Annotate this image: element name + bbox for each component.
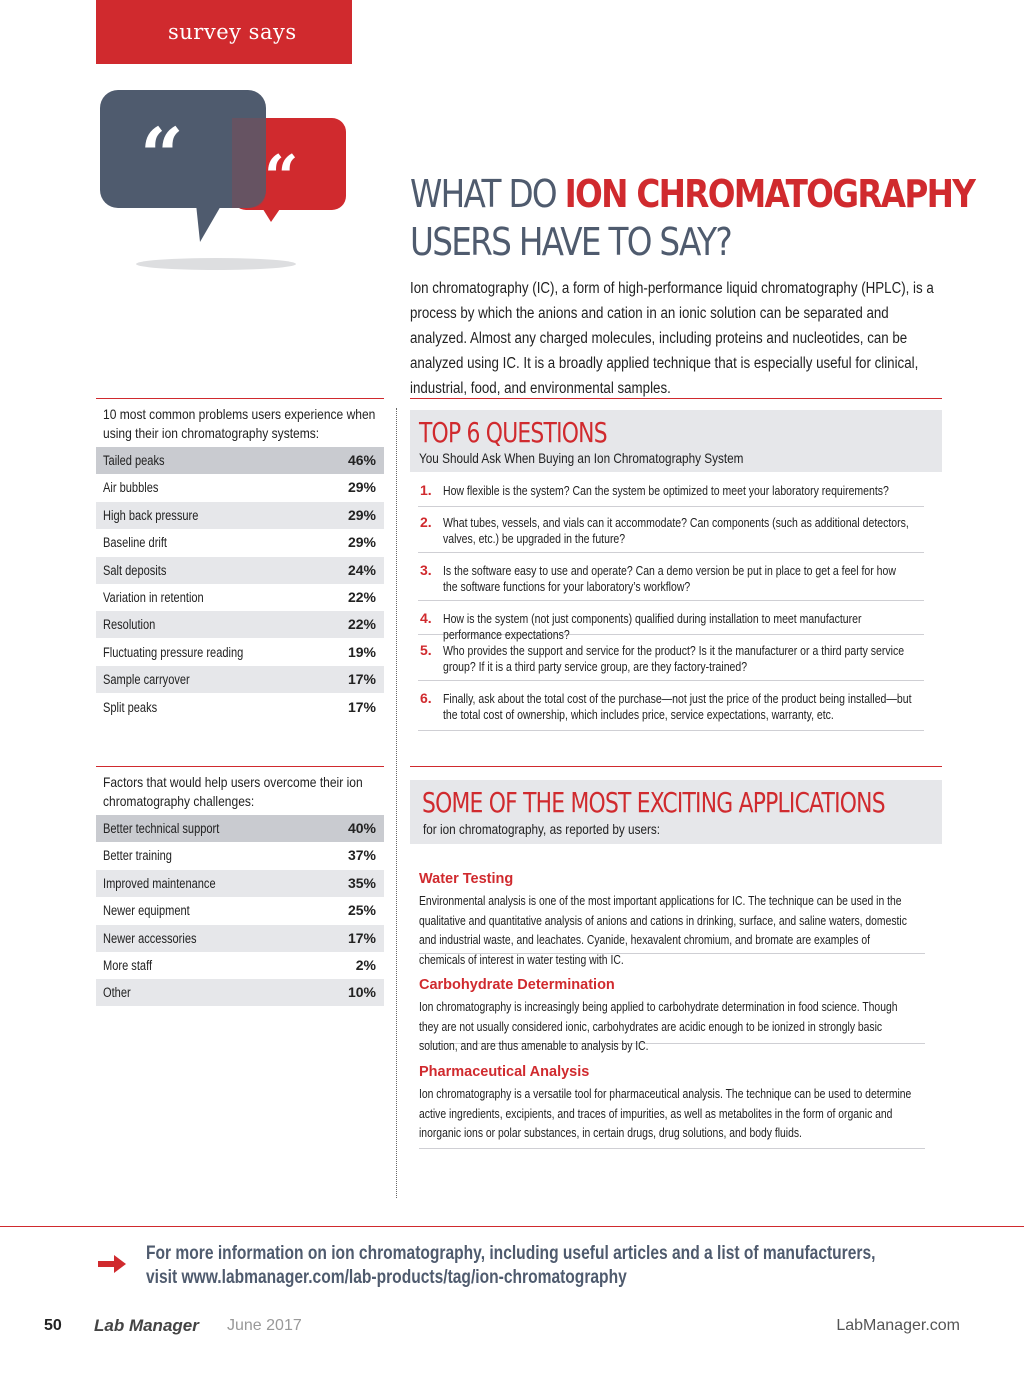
row-label: Newer accessories [103, 930, 197, 946]
question-number: 6. [420, 690, 432, 706]
row-percent: 35% [347, 874, 376, 891]
question-item [418, 482, 924, 507]
title-highlight: ION CHROMATOGRAPHY [564, 172, 975, 216]
question-item [418, 562, 924, 601]
page-number: 50 [44, 1317, 62, 1334]
applications-header [410, 780, 942, 844]
question-number: 4. [420, 610, 432, 626]
question-text: What tubes, vessels, and vials can it accommodate? Can components (such as additional detectors, valves, etc.) be upgraded in the future? [443, 516, 909, 546]
row-percent: 17% [347, 698, 376, 715]
row-percent: 17% [347, 929, 376, 946]
table-row [96, 952, 384, 979]
website-link[interactable]: LabManager.com [836, 1317, 960, 1334]
more-info-link[interactable]: visit www.labmanager.com/lab-products/tag/ion-chromatography [146, 1267, 627, 1288]
row-label: Salt deposits [103, 562, 167, 578]
questions-title: TOP 6 QUESTIONS [419, 416, 607, 449]
row-label: Sample carryover [103, 672, 190, 688]
question-number: 3. [420, 562, 432, 578]
application-heading: Water Testing [419, 871, 514, 887]
row-percent: 37% [347, 847, 376, 864]
row-percent: 24% [347, 561, 376, 578]
divider [410, 398, 942, 399]
question-item [418, 642, 924, 681]
issue-date: June 2017 [227, 1317, 302, 1334]
row-label: Split peaks [103, 699, 158, 715]
row-percent: 29% [347, 534, 376, 551]
more-info-text [146, 1242, 875, 1290]
application-heading: Pharmaceutical Analysis [419, 1064, 590, 1080]
row-label: Resolution [103, 617, 156, 633]
table-row [96, 584, 384, 611]
svg-text:“: “ [264, 143, 299, 213]
row-percent: 25% [347, 902, 376, 919]
table-row [96, 870, 384, 897]
row-label: Improved maintenance [103, 875, 216, 891]
table-row [96, 447, 384, 474]
applications-subtitle: for ion chromatography, as reported by users: [423, 821, 661, 837]
page-title [410, 170, 974, 266]
factors-table-title: Factors that would help users overcome their ion chromatography challenges: [103, 774, 363, 809]
section-banner [96, 0, 352, 64]
table-row [96, 529, 384, 556]
row-label: Tailed peaks [103, 453, 165, 468]
row-percent: 40% [347, 820, 376, 836]
table-row [96, 815, 384, 842]
question-number: 5. [420, 642, 432, 658]
table-row [96, 666, 384, 693]
table-row [96, 842, 384, 869]
title-part-2: USERS HAVE TO SAY? [410, 220, 731, 264]
table-row [96, 925, 384, 952]
row-percent: 17% [347, 671, 376, 688]
question-item [418, 610, 924, 642]
row-percent: 46% [347, 452, 376, 468]
table-row [96, 694, 384, 721]
row-label: More staff [103, 958, 153, 973]
row-percent: 22% [347, 589, 376, 605]
row-label: Other [103, 985, 131, 1001]
problems-table-title: 10 most common problems users experience when using their ion chromatography systems: [103, 406, 376, 441]
application-body: Ion chromatography is a versatile tool for pharmaceutical analysis. The technique can be used to determine active ingredients, excipients, and traces of impurities, as well as metabolites in the form of organic and inorganic ions or polar substances, in certain drugs, drug solutions, and body fluids. [419, 1087, 912, 1140]
intro-paragraph: Ion chromatography (IC), a form of high-performance liquid chromatography (HPLC), is a process by which the anions and cation in an ionic solution can be separated and analyzed. Almost any charged molecules, including proteins and nucleotides, can be analyzed using IC. It is a broadly applied technique that is especially useful for clinical, industrial, food, and environmental samples. [410, 280, 934, 397]
row-label: Fluctuating pressure reading [103, 644, 244, 660]
question-number: 1. [420, 482, 432, 498]
divider [410, 766, 942, 767]
question-text: Who provides the support and service for the product? Is it the manufacturer or a third party service group? If it is a third party service group, are they factory-trained? [443, 644, 905, 674]
question-item [418, 690, 924, 731]
svg-text:“: “ [140, 111, 184, 200]
row-percent: 19% [347, 643, 376, 660]
row-label: Better training [103, 848, 172, 864]
table-row [96, 502, 384, 529]
table-row [96, 897, 384, 924]
row-percent: 29% [347, 506, 376, 523]
divider [96, 766, 384, 767]
row-label: Baseline drift [103, 535, 167, 551]
application-item [419, 1064, 925, 1149]
row-label: Better technical support [103, 821, 220, 836]
row-percent: 22% [347, 616, 376, 633]
row-label: Air bubbles [103, 480, 159, 496]
table-row [96, 474, 384, 501]
application-body: Environmental analysis is one of the most important applications for IC. The technique can be used in the qualitative and quantitative analysis of anions and cations in drinking, surface, and saline waters, domestic and industrial waste, and leachates. Cyanide, hexavalent chromium, and bromate are examples of chemicals of interest in water testing with IC. [419, 894, 907, 967]
applications-title: SOME OF THE MOST EXCITING APPLICATIONS [422, 786, 885, 819]
row-label: High back pressure [103, 507, 199, 523]
row-label: Newer equipment [103, 903, 190, 919]
application-item [419, 871, 925, 967]
question-text: How is the system (not just components) qualified during installation to meet manufacturer performance expectations? [443, 612, 862, 642]
table-row [96, 611, 384, 638]
row-percent: 29% [347, 479, 376, 496]
application-body: Ion chromatography is increasingly being applied to carbohydrate determination in food science. Though they are not usually considered ionic, carbohydrates are acidic enough to be ionized in strongly basic solution, and are thus amenable to analysis by IC. [419, 1000, 898, 1053]
question-text: Is the software easy to use and operate? Can a demo version be put in place to get a feel for how the software functions for your laboratory’s workflow? [443, 564, 896, 594]
application-heading: Carbohydrate Determination [419, 977, 615, 993]
divider [96, 398, 384, 399]
arrow-right-icon [96, 1252, 128, 1276]
more-info-line-1: For more information on ion chromatography, including useful articles and a list of manufacturers, [146, 1243, 876, 1264]
table-row [96, 557, 384, 584]
magazine-name: Lab Manager [94, 1316, 199, 1335]
title-part-1: WHAT DO [410, 172, 565, 216]
footer-divider [0, 1226, 1024, 1227]
question-item [418, 514, 924, 553]
column-divider [396, 408, 397, 1198]
row-percent: 10% [347, 984, 376, 1001]
table-row [96, 639, 384, 666]
questions-subtitle: You Should Ask When Buying an Ion Chromatography System [419, 450, 744, 466]
section-label: survey says [168, 20, 297, 44]
table-row [96, 979, 384, 1006]
questions-header [410, 410, 942, 472]
application-item [419, 977, 925, 1053]
quote-speech-bubbles-icon [96, 86, 356, 276]
row-label: Variation in retention [103, 590, 204, 605]
question-text: How flexible is the system? Can the system be optimized to meet your laboratory requirements? [443, 484, 889, 498]
question-text: Finally, ask about the total cost of the purchase—not just the price of the product being installed—but the total cost of ownership, which includes price, service expectations, warranty, etc. [443, 692, 912, 722]
question-number: 2. [420, 514, 432, 530]
row-percent: 2% [355, 957, 376, 973]
